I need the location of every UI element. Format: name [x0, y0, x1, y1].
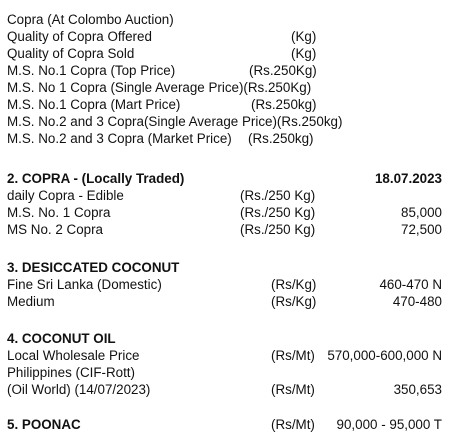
row-label: M.S. No.1 Copra (Mart Price) [7, 97, 181, 112]
row-value: 85,000 [401, 205, 442, 220]
row-value: 90,000 - 95,000 T [336, 417, 442, 432]
row-label: Quality of Copra Offered [7, 29, 152, 44]
row-unit: (Rs./250 Kg) [240, 205, 316, 220]
row-value: 460-470 N [379, 277, 442, 292]
row-unit: (Kg) [291, 29, 317, 44]
row-label: M.S. No. 1 Copra [7, 205, 111, 220]
row-unit: (Rs/Mt) [271, 348, 315, 363]
row-value: 570,000-600,000 N [327, 348, 442, 363]
row-unit: (Rs/Mt) [271, 382, 315, 397]
section-heading-copra-local: 2. COPRA - (Locally Traded) [7, 171, 185, 186]
row-label: M.S. No 1 Copra (Single Average Price)(Rs.250Kg) [7, 80, 312, 95]
row-label: Medium [7, 294, 55, 309]
row-value: 470-480 [392, 294, 442, 309]
row-unit: (Rs.250Kg) [249, 63, 317, 78]
row-label: M.S. No.2 and 3 Copra (Market Price) [7, 131, 232, 146]
row-unit: (Kg) [291, 46, 317, 61]
row-unit: (Rs.250kg) [248, 131, 314, 146]
row-label: Fine Sri Lanka (Domestic) [7, 277, 162, 292]
row-unit: (Rs/Kg) [271, 277, 317, 292]
report-date: 18.07.2023 [374, 171, 442, 186]
row-label: Quality of Copra Sold [7, 46, 135, 61]
row-label: Local Wholesale Price [7, 348, 140, 363]
section-heading-poonac: 5. POONAC [7, 417, 81, 432]
row-label: daily Copra - Edible [7, 188, 124, 203]
row-unit: (Rs/Kg) [271, 294, 317, 309]
row-label: MS No. 2 Copra [7, 222, 104, 237]
section-heading-desiccated-coconut: 3. DESICCATED COCONUT [7, 260, 180, 275]
row-label: M.S. No.1 Copra (Top Price) [7, 63, 176, 78]
row-unit: (Rs.250kg) [251, 97, 317, 112]
row-label: M.S. No.2 and 3 Copra(Single Average Price)(Rs.250kg) [7, 114, 343, 129]
row-unit: (Rs./250 Kg) [240, 222, 316, 237]
row-label: (Oil World) (14/07/2023) [7, 382, 151, 397]
row-value: 350,653 [393, 382, 442, 397]
copra-auction-title: Copra (At Colombo Auction) [7, 12, 174, 27]
row-value: 72,500 [401, 222, 442, 237]
row-label: Philippines (CIF-Rott) [7, 365, 135, 380]
section-heading-coconut-oil: 4. COCONUT OIL [7, 331, 116, 346]
row-unit: (Rs/Mt) [271, 417, 315, 432]
row-unit: (Rs./250 Kg) [240, 188, 316, 203]
